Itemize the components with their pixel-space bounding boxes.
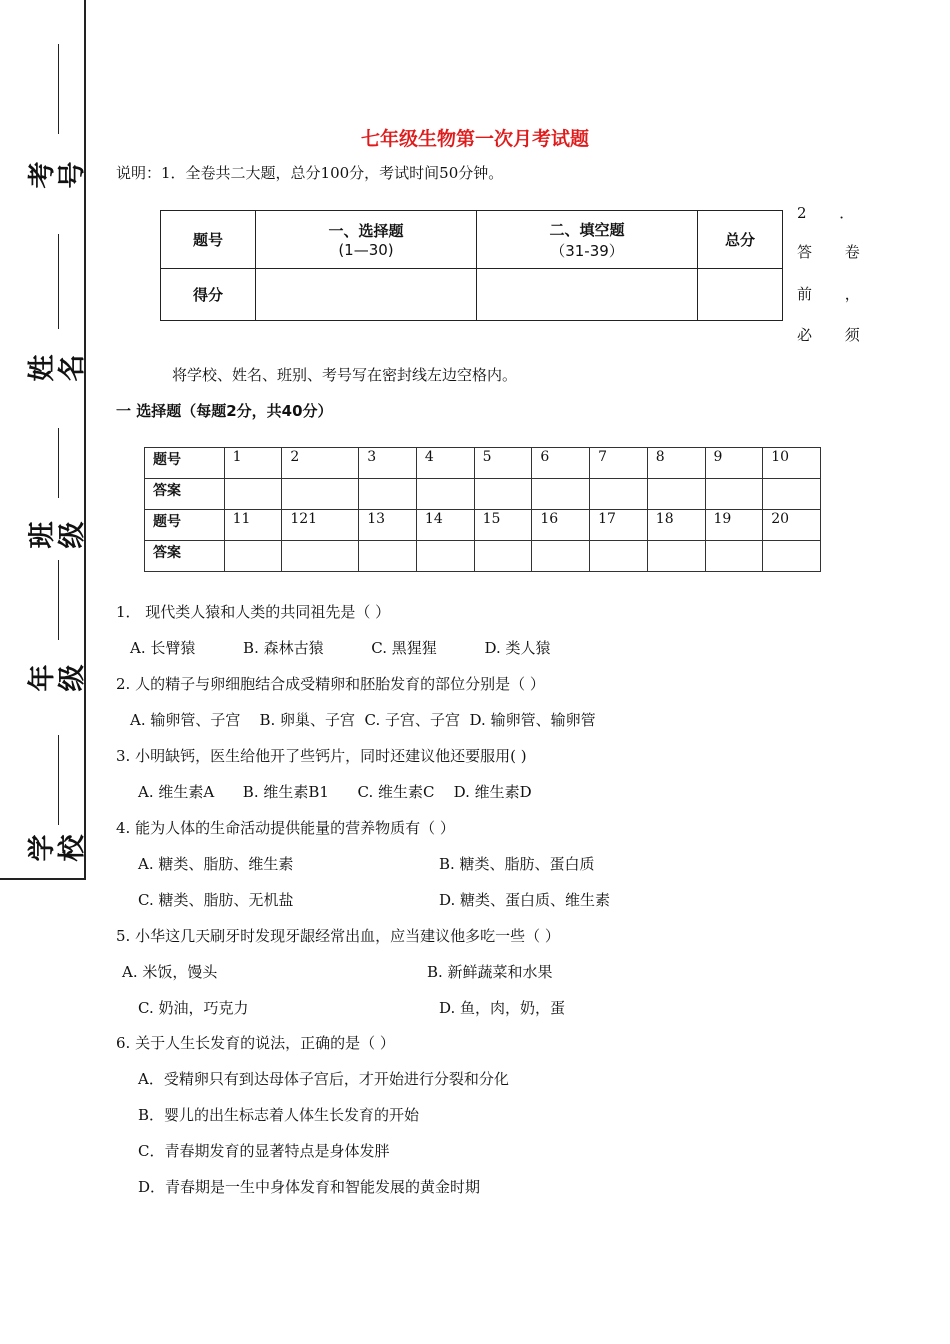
- score-cell-fill[interactable]: [477, 269, 698, 321]
- answer-cell[interactable]: [359, 479, 417, 510]
- seal-label-name: 姓名: [27, 354, 88, 382]
- answer-cell[interactable]: [705, 541, 763, 572]
- answer-cell[interactable]: [416, 541, 474, 572]
- score-header-fill: 二、填空题 （31-39）: [477, 211, 698, 269]
- question-stem-1: 1． 现代类人猿和人类的共同祖先是（ ）: [116, 603, 391, 621]
- score-header-number: 题号: [161, 211, 256, 269]
- section-heading-choice: 一 选择题（每题2分，共40分）: [116, 402, 333, 420]
- question-number: 14: [416, 510, 474, 541]
- question-number: 1: [224, 448, 282, 479]
- row-label: 题号: [145, 510, 225, 541]
- question-stem-5: 5. 小华这几天刷牙时发现牙龈经常出血，应当建议他多吃一些（ ）: [116, 927, 560, 945]
- question-number: 13: [359, 510, 417, 541]
- seal-label-class: 班级: [27, 521, 88, 549]
- question-number: 17: [590, 510, 648, 541]
- seal-blank-line: [58, 560, 59, 640]
- question-stem-4: 4. 能为人体的生命活动提供能量的营养物质有（ ）: [116, 819, 455, 837]
- answer-cell[interactable]: [282, 479, 359, 510]
- question-option-5d: D. 鱼，肉，奶，蛋: [439, 999, 566, 1017]
- score-header-choice: 一、选择题 (1—30): [256, 211, 477, 269]
- seal-label-exam-number: 考号: [27, 161, 88, 189]
- answer-cell[interactable]: [647, 479, 705, 510]
- question-number: 121: [282, 510, 359, 541]
- answer-cell[interactable]: [647, 541, 705, 572]
- question-option-6b: B．婴儿的出生标志着人体生长发育的开始: [138, 1106, 420, 1124]
- question-number: 7: [590, 448, 648, 479]
- answer-table: [144, 447, 821, 572]
- table-row: [145, 510, 821, 541]
- answer-cell[interactable]: [474, 479, 532, 510]
- question-option-5c: C. 奶油，巧克力: [138, 999, 249, 1017]
- page-title: 七年级生物第一次月考试题: [360, 128, 589, 150]
- score-cell-choice[interactable]: [256, 269, 477, 321]
- question-option-4c: C. 糖类、脂肪、无机盐: [138, 891, 294, 909]
- answer-cell[interactable]: [763, 479, 821, 510]
- question-option-5b: B. 新鲜蔬菜和水果: [427, 963, 553, 981]
- question-option-4b: B. 糖类、脂肪、蛋白质: [439, 855, 595, 873]
- answer-cell[interactable]: [416, 479, 474, 510]
- question-number: 20: [763, 510, 821, 541]
- instruction-note-1: 说明：1．全卷共二大题，总分100分，考试时间50分钟。: [116, 164, 504, 182]
- question-number: 5: [474, 448, 532, 479]
- answer-cell[interactable]: [590, 479, 648, 510]
- question-number: 8: [647, 448, 705, 479]
- answer-cell[interactable]: [224, 479, 282, 510]
- question-option-6a: A．受精卵只有到达母体子宫后，才开始进行分裂和分化: [138, 1070, 509, 1088]
- seal-blank-line: [58, 234, 59, 329]
- question-number: 16: [532, 510, 590, 541]
- answer-cell[interactable]: [590, 541, 648, 572]
- question-number: 18: [647, 510, 705, 541]
- seal-blank-line: [58, 428, 59, 498]
- question-option-6d: D．青春期是一生中身体发育和智能发展的黄金时期: [138, 1178, 481, 1196]
- score-row-label: 得分: [161, 269, 256, 321]
- answer-cell[interactable]: [224, 541, 282, 572]
- question-number: 15: [474, 510, 532, 541]
- score-cell-total[interactable]: [698, 269, 783, 321]
- question-option-4a: A. 糖类、脂肪、维生素: [138, 855, 294, 873]
- question-number: 6: [532, 448, 590, 479]
- row-label: 答案: [145, 479, 225, 510]
- question-number: 3: [359, 448, 417, 479]
- question-number: 19: [705, 510, 763, 541]
- question-options-3: A. 维生素A B. 维生素B1 C. 维生素C D. 维生素D: [138, 783, 532, 801]
- question-number: 4: [416, 448, 474, 479]
- answer-cell[interactable]: [763, 541, 821, 572]
- seal-blank-line: [58, 735, 59, 825]
- answer-cell[interactable]: [474, 541, 532, 572]
- seal-label-grade: 年级: [27, 664, 88, 692]
- score-table: [160, 210, 783, 321]
- score-header-total: 总分: [698, 211, 783, 269]
- question-number: 2: [282, 448, 359, 479]
- answer-cell[interactable]: [359, 541, 417, 572]
- seal-blank-line: [58, 44, 59, 134]
- question-option-5a: A. 米饭，馒头: [122, 963, 218, 981]
- question-option-4d: D. 糖类、蛋白质、维生素: [439, 891, 611, 909]
- question-stem-3: 3. 小明缺钙，医生给他开了些钙片，同时还建议他还要服用( ): [116, 747, 527, 765]
- row-label: 题号: [145, 448, 225, 479]
- question-number: 11: [224, 510, 282, 541]
- instruction-note-2: 将学校、姓名、班别、考号写在密封线左边空格内。: [172, 366, 518, 384]
- answer-cell[interactable]: [282, 541, 359, 572]
- answer-cell[interactable]: [532, 479, 590, 510]
- question-options-1: A. 长臂猿 B. 森林古猿 C. 黑猩猩 D. 类人猿: [130, 639, 551, 657]
- question-options-2: A. 输卵管、子宫 B. 卵巢、子宫 C. 子宫、子宫 D. 输卵管、输卵管: [130, 711, 596, 729]
- question-stem-2: 2. 人的精子与卵细胞结合成受精卵和胚胎发育的部位分别是（ ）: [116, 675, 545, 693]
- answer-cell[interactable]: [532, 541, 590, 572]
- row-label: 答案: [145, 541, 225, 572]
- seal-label-school: 学校: [27, 834, 88, 862]
- question-option-6c: C．青春期发育的显著特点是身体发胖: [138, 1142, 390, 1160]
- instruction-note-2-side: 2 ．: [797, 204, 869, 222]
- table-row: [145, 541, 821, 572]
- table-row: [145, 479, 821, 510]
- instruction-note-2-side: 必 须: [797, 326, 874, 344]
- question-number: 10: [763, 448, 821, 479]
- instruction-note-2-side: 前 ，: [797, 285, 874, 303]
- table-row: [145, 448, 821, 479]
- answer-cell[interactable]: [705, 479, 763, 510]
- instruction-note-2-side: 答 卷: [797, 243, 874, 261]
- question-stem-6: 6. 关于人生长发育的说法，正确的是（ ）: [116, 1034, 395, 1052]
- question-number: 9: [705, 448, 763, 479]
